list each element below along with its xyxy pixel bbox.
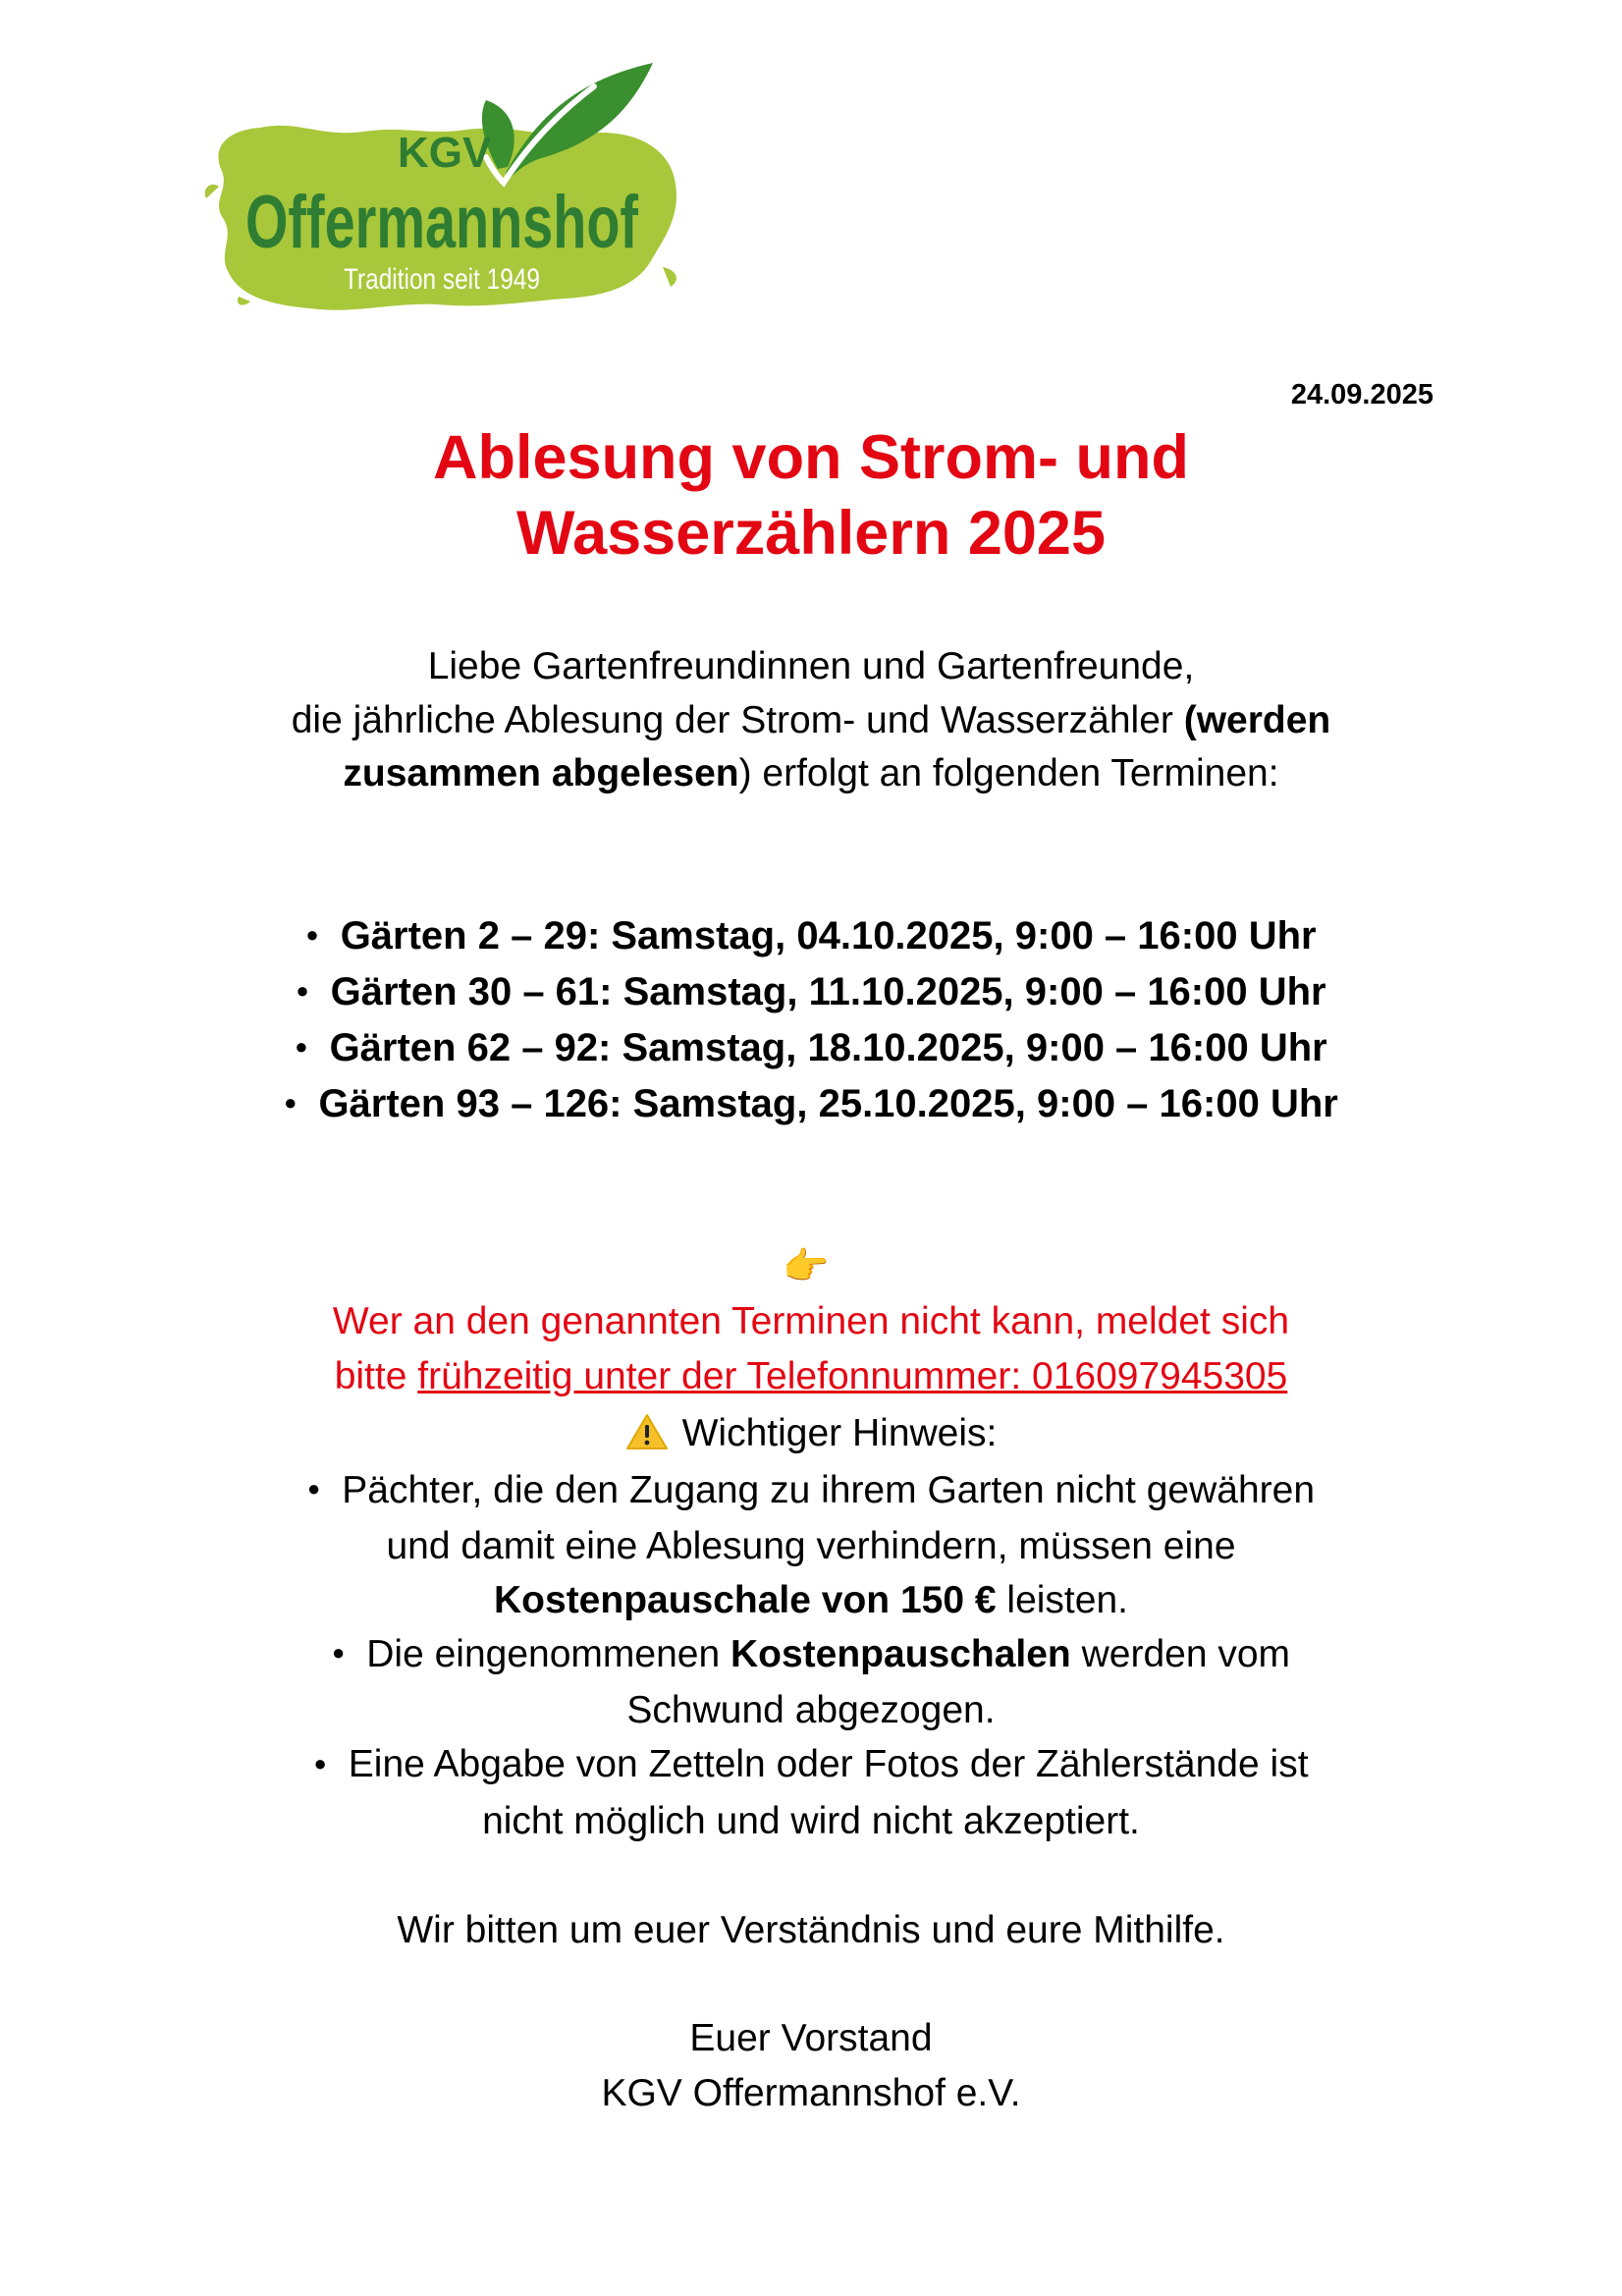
phone-contact-link[interactable]: frühzeitig unter der Telefonnummer: 016097945305 bbox=[417, 1355, 1288, 1397]
thanks-text: Wir bitten um euer Verständnis und eure Mithilfe. bbox=[397, 1909, 1225, 1951]
intro-line-3 bbox=[196, 747, 1426, 801]
hint-2-prefix: Die eingenommenen bbox=[366, 1633, 730, 1676]
bullet-icon: ● bbox=[296, 977, 309, 1003]
notice-line-1 bbox=[0, 1239, 1622, 1349]
hint-2-line-1 bbox=[251, 1627, 1371, 1683]
hint-3-line-2: nicht möglich und wird nicht akzeptiert. bbox=[482, 1799, 1140, 1842]
list-item bbox=[0, 909, 1622, 965]
intro-line-3-bold: zusammen abgelesen bbox=[343, 752, 739, 795]
hint-1-line-1-text: Pächter, die den Zugang zu ihrem Garten nicht gewähren bbox=[342, 1469, 1316, 1511]
notice-line-2-prefix: bitte bbox=[334, 1355, 418, 1397]
appointment-text: Gärten 30 – 61: Samstag, 11.10.2025, 9:00 – 16:00 Uhr bbox=[330, 969, 1326, 1013]
logo-kgv-text: KGV bbox=[398, 129, 492, 177]
hint-1-line-1 bbox=[222, 1463, 1400, 1519]
bullet-icon: ● bbox=[306, 1476, 321, 1502]
bullet-icon: ● bbox=[313, 1750, 327, 1776]
greeting: Liebe Gartenfreundinnen und Gartenfreunde, bbox=[427, 645, 1195, 687]
club-logo bbox=[191, 51, 692, 336]
title-line-2: Wasserzählern 2025 bbox=[515, 498, 1106, 568]
hint-2-bold: Kostenpauschalen bbox=[730, 1633, 1071, 1676]
list-item bbox=[0, 965, 1622, 1021]
warning-heading bbox=[0, 1412, 1622, 1455]
hint-3-line-1-text: Eine Abgabe von Zetteln oder Fotos der Zählerstände ist bbox=[348, 1743, 1309, 1786]
appointment-list bbox=[0, 909, 1622, 1133]
hint-3-line-1 bbox=[222, 1737, 1400, 1793]
hint-2-suffix: werden vom bbox=[1070, 1633, 1291, 1676]
intro-line-2-text: die jährliche Ablesung der Strom- und Wasserzähler bbox=[291, 698, 1184, 741]
list-item bbox=[222, 1463, 1400, 1627]
document-date: 24.09.2025 bbox=[1290, 379, 1433, 410]
intro-line-3-text: ) erfolgt an folgenden Terminen: bbox=[738, 752, 1279, 795]
list-item bbox=[222, 1737, 1400, 1847]
notice-line-1-text: Wer an den genannten Terminen nicht kann, meldet sich bbox=[332, 1300, 1290, 1342]
bullet-icon: ● bbox=[295, 1033, 308, 1059]
hint-list bbox=[0, 1463, 1622, 1848]
contact-notice bbox=[0, 1239, 1622, 1404]
hint-1-line-2: und damit eine Ablesung verhindern, müssen eine bbox=[386, 1525, 1236, 1568]
signature-line-1: Euer Vorstand bbox=[689, 2017, 933, 2059]
signature-line-2: KGV Offermannshof e.V. bbox=[601, 2072, 1021, 2114]
page-title bbox=[0, 420, 1622, 572]
appointment-text: Gärten 93 – 126: Samstag, 25.10.2025, 9:00 – 16:00 Uhr bbox=[318, 1081, 1338, 1125]
list-item bbox=[0, 1077, 1622, 1133]
bullet-icon: ● bbox=[331, 1640, 346, 1666]
appointment-text: Gärten 62 – 92: Samstag, 18.10.2025, 9:00 – 16:00 Uhr bbox=[329, 1025, 1327, 1069]
hint-1-bold: Kostenpauschale von 150 € bbox=[494, 1579, 997, 1622]
notice-line-2 bbox=[0, 1349, 1622, 1404]
logo-tagline-text: Tradition seit 1949 bbox=[344, 263, 540, 296]
bullet-icon: ● bbox=[284, 1089, 297, 1115]
warning-heading-text: Wichtiger Hinweis: bbox=[681, 1412, 998, 1454]
hint-1-tail: leisten. bbox=[996, 1579, 1128, 1622]
logo-name-text: Offermannshof bbox=[245, 181, 639, 264]
list-item bbox=[251, 1627, 1371, 1737]
signature bbox=[0, 2011, 1622, 2121]
intro-line-2-bold: (werden bbox=[1183, 698, 1331, 741]
appointment-text: Gärten 2 – 29: Samstag, 04.10.2025, 9:00 – 16:00 Uhr bbox=[340, 914, 1317, 957]
bullet-icon: ● bbox=[305, 921, 319, 947]
title-line-1: Ablesung von Strom- und bbox=[433, 423, 1189, 492]
list-item bbox=[0, 1021, 1622, 1077]
hint-2-line-2: Schwund abgezogen. bbox=[626, 1689, 996, 1732]
intro-line-2 bbox=[196, 694, 1426, 748]
pointing-hand-icon: 👉 bbox=[783, 1246, 830, 1287]
warning-icon bbox=[625, 1413, 669, 1450]
intro-paragraph bbox=[196, 640, 1426, 801]
hint-1-line-3 bbox=[222, 1573, 1400, 1627]
